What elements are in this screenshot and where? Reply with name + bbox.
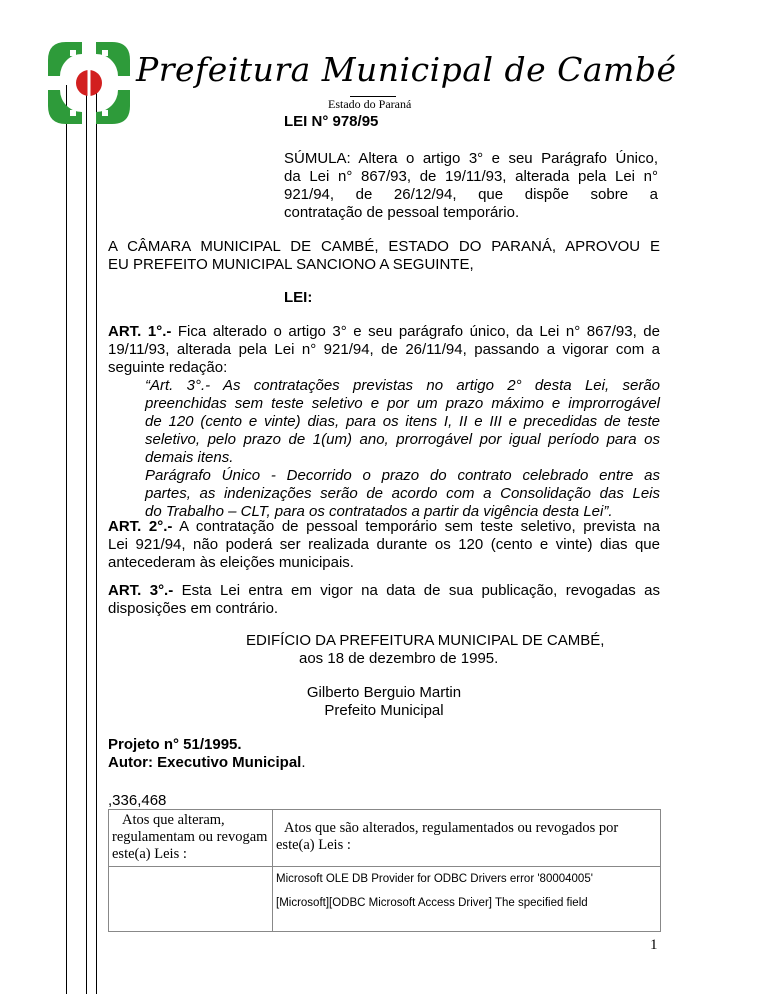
header-title: Prefeitura Municipal de Cambé: [136, 50, 677, 89]
error-message-1: Microsoft OLE DB Provider for ODBC Drivers error '80004005': [276, 873, 593, 885]
article-2-label: ART. 2°.-: [108, 518, 173, 535]
sumula-line: contratação de pessoal temporário.: [284, 204, 520, 221]
table-row: [109, 867, 661, 932]
article-1: [108, 323, 660, 377]
project-number: Projeto n° 51/1995.: [108, 736, 242, 753]
article-1-line: seguinte redação:: [108, 359, 228, 376]
lei-heading: LEI:: [284, 289, 313, 306]
article-2: [108, 518, 660, 572]
table-cell-empty: [109, 867, 273, 932]
sumula-line: da Lei n° 867/93, de 19/11/93, alterada pela Lei n°: [284, 168, 658, 185]
municipal-logo: [46, 40, 132, 126]
article-1-line: ART. 1°.- Fica alterado o artigo 3° e seu parágrafo único, da Lei n° 867/93, de: [108, 323, 660, 340]
quote-line: “Art. 3°.- As contratações previstas no artigo 2° desta Lei, serão: [145, 377, 660, 394]
sumula-line: 921/94, de 26/12/94, que dispõe sobre a: [284, 186, 658, 203]
quote-line: Parágrafo Único - Decorrido o prazo do contrato celebrado entre as: [145, 467, 660, 484]
margin-line-3: [96, 85, 97, 994]
quote-line: seletivo, pelo prazo de 1(um) ano, prorrogável por igual período para os: [145, 431, 660, 448]
acts-table: [108, 809, 661, 932]
quote-line: demais itens.: [145, 449, 234, 466]
article-2-line: ART. 2°.- A contratação de pessoal temporário sem teste seletivo, prevista na: [108, 518, 660, 535]
quote-line: de 120 (cento e vinte) dias, para os itens I, II e III e precedidas de teste: [145, 413, 660, 430]
article-3: [108, 582, 660, 618]
article-3-line: ART. 3°.- Esta Lei entra em vigor na data de sua publicação, revogadas as: [108, 582, 660, 599]
table-row: [109, 810, 661, 867]
signer-name: Gilberto Berguio Martin: [306, 684, 462, 701]
page-number: 1: [650, 937, 658, 953]
quote-line: do Trabalho – CLT, para os contratados a partir da vigência desta Lei”.: [145, 503, 613, 520]
article-1-line: 19/11/93, alterada pela Lei n° 921/94, de 26/11/94, passando a vigorar com a: [108, 341, 660, 358]
margin-line-2: [86, 85, 87, 994]
author: Autor: Executivo Municipal.: [108, 754, 306, 771]
article-1-label: ART. 1°.-: [108, 323, 172, 340]
table-header-line: este(a) Leis :: [276, 837, 351, 853]
table-header-line: Atos que alteram,: [122, 812, 225, 828]
article-2-line: antecederam às eleições municipais.: [108, 554, 354, 571]
error-message-2: [Microsoft][ODBC Microsoft Access Driver] The specified field: [276, 897, 588, 909]
header-subtitle: Estado do Paraná: [328, 97, 412, 111]
preamble: [108, 238, 660, 274]
article-1-quote: [145, 377, 660, 521]
date-line: aos 18 de dezembro de 1995.: [299, 650, 499, 667]
table-header-line: Atos que são alterados, regulamentados ou revogados por: [284, 820, 619, 836]
document-code: ,336,468: [108, 792, 167, 809]
article-3-line: disposições em contrário.: [108, 600, 279, 617]
place-line: EDIFÍCIO DA PREFEITURA MUNICIPAL DE CAMBÉ,: [246, 632, 605, 649]
table-header-line: este(a) Leis :: [112, 846, 187, 862]
preamble-line: EU PREFEITO MUNICIPAL SANCIONO A SEGUINTE,: [108, 256, 474, 273]
table-header-altering-acts: [109, 810, 273, 867]
author-label: Autor: Executivo Municipal: [108, 754, 302, 771]
preamble-line: A CÂMARA MUNICIPAL DE CAMBÉ, ESTADO DO PARANÁ, APROVOU E: [108, 238, 660, 255]
signer-role: Prefeito Municipal: [324, 702, 444, 719]
quote-line: partes, as indenizações serão de acordo com a Consolidação das Leis: [145, 485, 660, 502]
margin-line-1: [66, 85, 67, 994]
sumula: [284, 150, 658, 222]
article-3-label: ART. 3°.-: [108, 582, 174, 599]
law-title: LEI N° 978/95: [284, 113, 379, 130]
table-header-line: regulamentam ou revogam: [112, 829, 268, 845]
table-header-altered-acts: [273, 810, 661, 867]
table-cell-error: [273, 867, 661, 932]
article-2-line: Lei 921/94, não poderá ser realizada durante os 120 (cento e vinte) dias que: [108, 536, 660, 553]
quote-line: preenchidas sem teste seletivo e por um prazo máximo e improrrogável: [145, 395, 660, 412]
sumula-line: SÚMULA: Altera o artigo 3° e seu Parágrafo Único,: [284, 150, 658, 167]
